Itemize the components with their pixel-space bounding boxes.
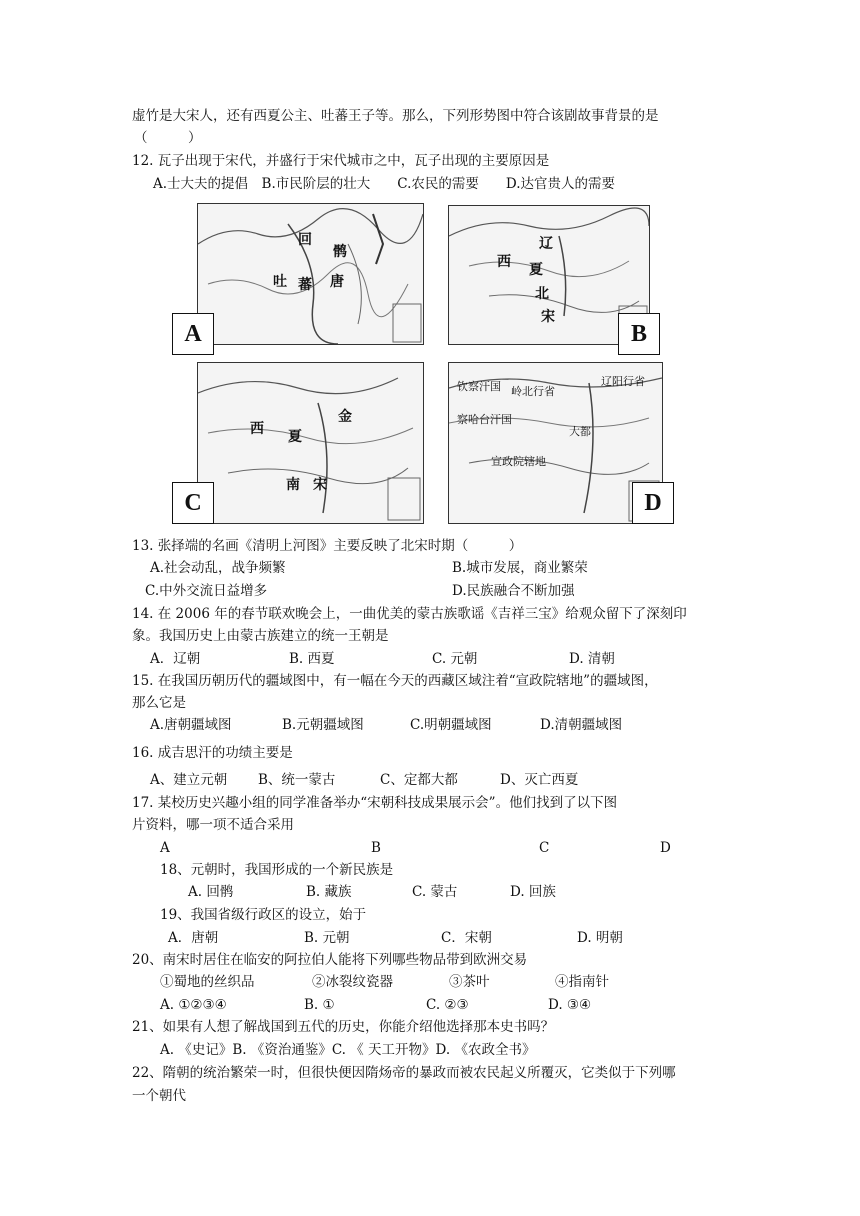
q15-option-a: A.唐朝疆域图 [150, 717, 232, 733]
map-letter-d: D [632, 482, 674, 524]
q19-option-a: A．唐朝 [168, 930, 219, 946]
map-c-svg [198, 363, 423, 523]
map-c-label-4: 南 [286, 477, 300, 493]
q15-option-b: B.元朝疆域图 [282, 717, 364, 733]
q13-option-c: C.中外交流日益增多 [145, 583, 268, 599]
q16-stem: 16. 成吉思汗的功绩主要是 [132, 745, 293, 761]
map-a-label-2: 鹘 [333, 244, 347, 260]
q16-option-b: B、统一蒙古 [258, 772, 336, 788]
q16-option-c: C、定都大都 [380, 772, 458, 788]
map-yuan-dynasty [448, 362, 663, 524]
map-d-label-2: 岭北行省 [511, 385, 555, 398]
map-a-label-1: 回 [298, 232, 312, 248]
q20-option-c: C. ②③ [426, 997, 469, 1013]
q18-option-c: C. 蒙古 [412, 884, 458, 900]
map-b-label-1: 辽 [539, 236, 553, 252]
q20-option-b: B. ① [304, 997, 335, 1013]
map-letter-b: B [618, 313, 660, 355]
q19-stem: 19、我国省级行政区的设立，始于 [160, 907, 367, 923]
q15-option-d: D.清朝疆域图 [540, 717, 623, 733]
map-a-label-3: 吐 [273, 274, 287, 290]
q19-option-b: B. 元朝 [304, 930, 350, 946]
map-b-label-5: 宋 [541, 309, 555, 325]
map-a-label-4: 蕃 [298, 277, 312, 293]
q20-stem: 20、南宋时居住在临安的阿拉伯人能将下列哪些物品带到欧洲交易 [132, 952, 528, 968]
q13-option-b: B.城市发展，商业繁荣 [452, 560, 588, 576]
map-c-label-3: 夏 [288, 429, 302, 445]
q17-stem-line-1: 17. 某校历史兴趣小组的同学准备举办“宋朝科技成果展示会”。他们找到了以下图 [132, 795, 618, 811]
q20-item-3: ③茶叶 [449, 974, 490, 990]
map-letter-a: A [172, 313, 214, 355]
q17-option-d: D [660, 840, 671, 856]
q22-stem-line-1: 22、隋朝的统治繁荣一时，但很快便因隋炀帝的暴政而被农民起义所覆灭，它类似于下列哪 [132, 1065, 676, 1081]
q17-option-c: C [539, 840, 550, 856]
q19-option-d: D. 明朝 [577, 930, 623, 946]
q21-stem: 21、如果有人想了解战国到五代的历史，你能介绍他选择那本史书吗？ [132, 1019, 555, 1035]
map-d-label-5: 大都 [569, 425, 591, 438]
q15-stem-line-1: 15. 在我国历朝历代的疆域图中，有一幅在今天的西藏区域注着“宣政院辖地”的疆域图， [132, 673, 658, 689]
q12-stem: 12. 瓦子出现于宋代，并盛行于宋代城市之中，瓦子出现的主要原因是 [132, 153, 550, 169]
map-b-label-4: 北 [535, 286, 549, 302]
map-a-label-5: 唐 [330, 274, 344, 290]
q17-option-a: A [160, 840, 170, 856]
intro-line-1: 虚竹是大宋人，还有西夏公主、吐蕃王子等。那么，下列形势图中符合该剧故事背景的是 [132, 108, 659, 124]
q20-item-4: ④指南针 [555, 974, 609, 990]
map-c-label-1: 金 [338, 409, 352, 425]
q14-stem-line-2: 象。我国历史上由蒙古族建立的统一王朝是 [132, 628, 389, 644]
q14-option-b: B. 西夏 [289, 651, 335, 667]
q18-option-d: D. 回族 [510, 884, 556, 900]
q13-option-a: A.社会动乱，战争频繁 [150, 560, 286, 576]
q14-option-c: C. 元朝 [432, 651, 478, 667]
map-southern-song-jin [197, 362, 424, 524]
map-d-label-1: 钦察汗国 [457, 380, 501, 393]
map-d-label-4: 辽阳行省 [601, 375, 645, 388]
map-b-label-3: 夏 [529, 262, 543, 278]
map-a-svg [198, 204, 423, 344]
q14-stem-line-1: 14. 在 2006 年的春节联欢晚会上，一曲优美的蒙古族歌谣《吉祥三宝》给观众留下了深刻印 [132, 606, 687, 622]
q13-option-d: D.民族融合不断加强 [452, 583, 575, 599]
q18-option-a: A. 回鹘 [188, 884, 234, 900]
intro-answer-blank: （ ） [134, 130, 202, 146]
q21-options: A. 《史记》B. 《资治通鉴》C. 《 天工开物》D. 《农政全书》 [160, 1042, 536, 1058]
q13-stem: 13. 张择端的名画《清明上河图》主要反映了北宋时期（ ） [132, 538, 523, 554]
q14-option-a: A．辽朝 [150, 651, 201, 667]
map-c-label-5: 宋 [313, 477, 327, 493]
q12-options: A.士大夫的提倡 B.市民阶层的壮大 C.农民的需要 D.达官贵人的需要 [153, 176, 616, 192]
map-tang-dynasty [197, 203, 424, 345]
q16-option-a: A、建立元朝 [150, 772, 228, 788]
q20-item-1: ①蜀地的丝织品 [160, 974, 255, 990]
map-c-label-2: 西 [250, 421, 264, 437]
q14-option-d: D. 清朝 [569, 651, 615, 667]
q22-stem-line-2: 一个朝代 [132, 1088, 186, 1104]
q15-stem-line-2: 那么它是 [132, 695, 186, 711]
map-letter-c: C [172, 482, 214, 524]
q18-stem: 18、元朝时，我国形成的一个新民族是 [160, 862, 394, 878]
map-b-label-2: 西 [497, 254, 511, 270]
q17-option-b: B [371, 840, 381, 856]
q19-option-c: C．宋朝 [441, 930, 492, 946]
q17-stem-line-2: 片资料，哪一项不适合采用 [132, 817, 294, 833]
q20-option-d: D. ③④ [548, 997, 592, 1013]
q16-option-d: D、灭亡西夏 [500, 772, 579, 788]
map-d-label-6: 宣政院辖地 [491, 455, 546, 468]
map-d-svg [449, 363, 662, 523]
q20-option-a: A. ①②③④ [160, 997, 227, 1013]
q15-option-c: C.明朝疆域图 [410, 717, 492, 733]
q20-item-2: ②冰裂纹瓷器 [312, 974, 393, 990]
map-d-label-3: 察哈台汗国 [457, 413, 512, 426]
q18-option-b: B. 藏族 [306, 884, 352, 900]
